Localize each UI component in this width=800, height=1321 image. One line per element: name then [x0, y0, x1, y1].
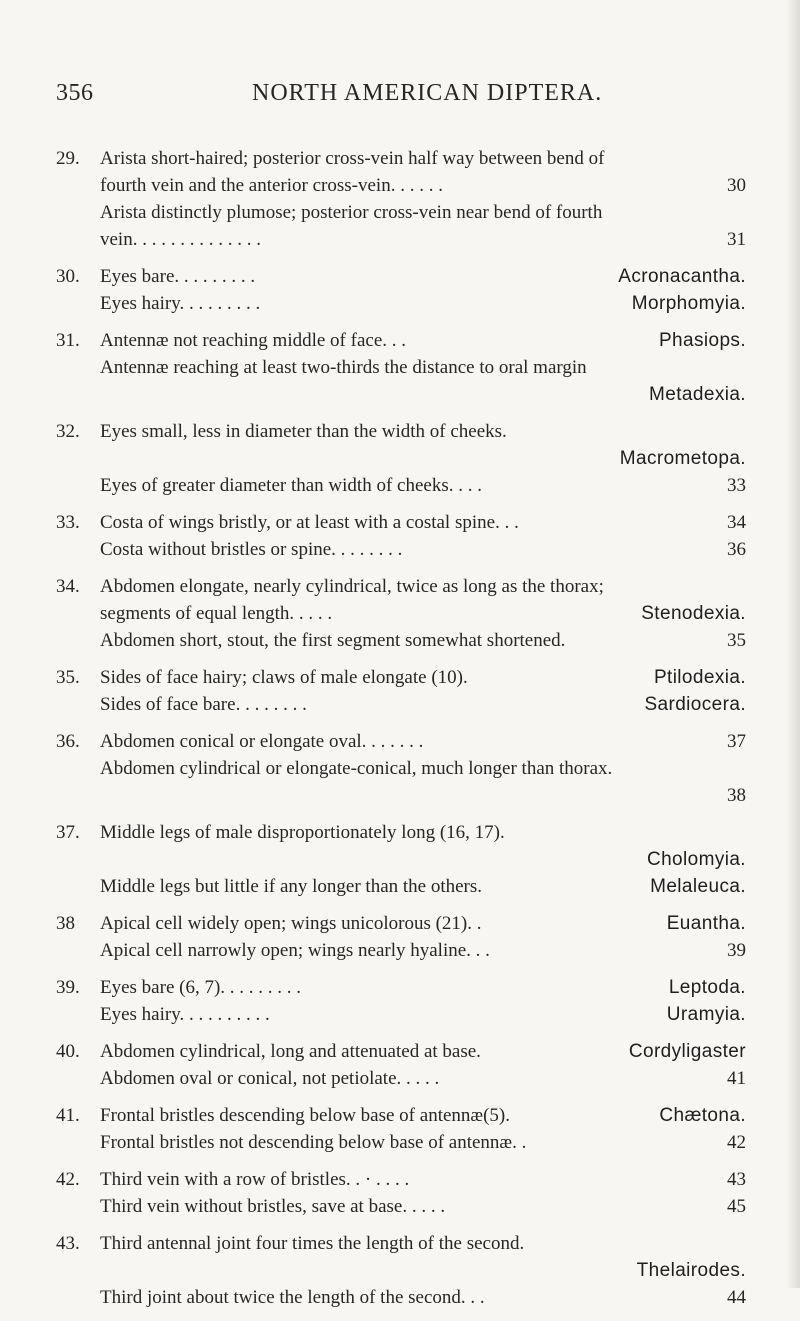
key-line	[56, 418, 746, 445]
key-line	[56, 199, 746, 226]
genus-name: Chætona.	[659, 1105, 746, 1126]
key-entry	[56, 728, 746, 809]
couplet-reference: 33	[727, 475, 746, 496]
couplet-text: Third vein with a row of bristles. . · . . . .	[100, 1169, 410, 1190]
running-title: NORTH AMERICAN DIPTERA.	[252, 80, 603, 106]
couplet-text: Middle legs but little if any longer than the others.	[100, 876, 483, 897]
genus-name: Morphomyia.	[631, 293, 746, 314]
key-line	[56, 145, 746, 172]
couplet-text: fourth vein and the anterior cross-vein. . . . . .	[100, 175, 443, 196]
couplet-reference: 44	[727, 1287, 746, 1308]
key-entry	[56, 145, 746, 253]
couplet-text: Sides of face bare. . . . . . . .	[100, 694, 307, 715]
couplet-text: Eyes hairy. . . . . . . . .	[100, 293, 261, 314]
couplet-reference: 45	[727, 1196, 746, 1217]
page-edge-shadow	[786, 0, 800, 1288]
couplet-reference: 36	[727, 539, 746, 560]
couplet-reference: 37	[727, 731, 746, 752]
key-entry	[56, 974, 746, 1028]
couplet-number: 38	[56, 913, 75, 934]
key-line	[56, 1065, 746, 1092]
couplet-reference: 41	[727, 1068, 746, 1089]
couplet-reference: 43	[727, 1169, 746, 1190]
couplet-text: Abdomen elongate, nearly cylindrical, twice as long as the thorax;	[100, 576, 604, 597]
couplet-text: Eyes hairy. . . . . . . . . .	[100, 1004, 270, 1025]
couplet-text: Middle legs of male disproportionately long (16, 17).	[100, 822, 505, 843]
couplet-number: 39.	[56, 977, 80, 998]
couplet-number: 37.	[56, 822, 80, 843]
couplet-text: Costa without bristles or spine. . . . . . . .	[100, 539, 403, 560]
couplet-text: Arista distinctly plumose; posterior cross-vein near bend of fourth	[100, 202, 603, 223]
couplet-text: Abdomen cylindrical, long and attenuated at base.	[100, 1041, 481, 1062]
couplet-reference: 38	[727, 785, 746, 806]
genus-name: Cordyligaster	[628, 1041, 746, 1062]
genus-name: Acronacantha.	[618, 266, 746, 287]
key-line	[56, 627, 746, 654]
couplet-number: 34.	[56, 576, 80, 597]
key-line	[56, 472, 746, 499]
couplet-reference: 42	[727, 1132, 746, 1153]
couplet-text: vein. . . . . . . . . . . . . .	[100, 229, 261, 250]
key-line	[56, 263, 746, 290]
key-line	[56, 974, 746, 1001]
key-entry	[56, 418, 746, 499]
key-line	[56, 937, 746, 964]
key-line	[56, 1230, 746, 1257]
genus-name: Melaleuca.	[650, 876, 746, 897]
key-entry	[56, 573, 746, 654]
key-entry	[56, 1166, 746, 1220]
couplet-text: Third vein without bristles, save at base. . . . .	[100, 1196, 446, 1217]
couplet-text: Eyes small, less in diameter than the width of cheeks.	[100, 421, 507, 442]
genus-name: Macrometopa.	[619, 448, 746, 469]
couplet-text: Abdomen conical or elongate oval. . . . . . .	[100, 731, 424, 752]
couplet-number: 30.	[56, 266, 80, 287]
key-line	[56, 819, 746, 846]
couplet-number: 36.	[56, 731, 80, 752]
key-line	[56, 1102, 746, 1129]
key-entry	[56, 1230, 746, 1311]
page-number: 356	[56, 80, 94, 106]
couplet-text: Antennæ not reaching middle of face. . .	[100, 330, 407, 351]
couplet-reference: 31	[727, 229, 746, 250]
genus-name: Euantha.	[666, 913, 746, 934]
key-line	[56, 873, 746, 900]
genus-name: Thelairodes.	[636, 1260, 746, 1281]
key-line	[56, 573, 746, 600]
key-line	[56, 910, 746, 937]
key-line	[56, 1193, 746, 1220]
genus-name: Phasiops.	[658, 330, 746, 351]
key-entry	[56, 509, 746, 563]
couplet-text: Third antennal joint four times the length of the second.	[100, 1233, 525, 1254]
key-line	[56, 755, 746, 782]
couplet-number: 41.	[56, 1105, 80, 1126]
key-line	[56, 1038, 746, 1065]
key-line	[56, 290, 746, 317]
couplet-number: 40.	[56, 1041, 80, 1062]
couplet-text: Eyes bare. . . . . . . . .	[100, 266, 256, 287]
genus-name: Ptilodexia.	[653, 667, 746, 688]
couplet-text: Sides of face hairy; claws of male elongate (10).	[100, 667, 468, 688]
couplet-number: 31.	[56, 330, 80, 351]
key-line	[56, 1284, 746, 1311]
key-line	[56, 664, 746, 691]
genus-name: Sardiocera.	[644, 694, 746, 715]
genus-name: Stenodexia.	[641, 603, 746, 624]
key-line	[56, 381, 746, 408]
couplet-text: Apical cell widely open; wings unicolorous (21). .	[100, 913, 482, 934]
key-line	[56, 445, 746, 472]
key-entries	[56, 145, 746, 1321]
couplet-text: Abdomen cylindrical or elongate-conical, much longer than thorax.	[100, 758, 613, 779]
couplet-text: Frontal bristles descending below base of antennæ(5).	[100, 1105, 510, 1126]
key-line	[56, 354, 746, 381]
key-entry	[56, 664, 746, 718]
key-entry	[56, 910, 746, 964]
page-header	[56, 80, 746, 116]
key-line	[56, 509, 746, 536]
key-entry	[56, 327, 746, 408]
genus-name: Cholomyia.	[646, 849, 746, 870]
key-line	[56, 846, 746, 873]
couplet-text: segments of equal length. . . . .	[100, 603, 333, 624]
couplet-text: Eyes of greater diameter than width of cheeks. . . .	[100, 475, 482, 496]
couplet-text: Apical cell narrowly open; wings nearly hyaline. . .	[100, 940, 490, 961]
key-line	[56, 691, 746, 718]
key-line	[56, 536, 746, 563]
couplet-text: Eyes bare (6, 7). . . . . . . . .	[100, 977, 302, 998]
key-entry	[56, 1038, 746, 1092]
key-line	[56, 600, 746, 627]
genus-name: Leptoda.	[668, 977, 746, 998]
couplet-reference: 30	[727, 175, 746, 196]
key-entry	[56, 819, 746, 900]
key-line	[56, 1001, 746, 1028]
couplet-number: 35.	[56, 667, 80, 688]
couplet-text: Third joint about twice the length of the second. . .	[100, 1287, 485, 1308]
genus-name: Metadexia.	[649, 384, 746, 405]
key-line	[56, 782, 746, 809]
couplet-number: 32.	[56, 421, 80, 442]
couplet-text: Abdomen oval or conical, not petiolate. . . . .	[100, 1068, 440, 1089]
key-entry	[56, 263, 746, 317]
genus-name: Uramyia.	[666, 1004, 746, 1025]
couplet-text: Abdomen short, stout, the first segment somewhat shortened.	[100, 630, 566, 651]
couplet-text: Arista short-haired; posterior cross-vein half way between bend of	[100, 148, 605, 169]
couplet-reference: 39	[727, 940, 746, 961]
couplet-text: Frontal bristles not descending below base of antennæ. .	[100, 1132, 527, 1153]
couplet-text: Antennæ reaching at least two-thirds the distance to oral margin	[100, 357, 587, 378]
couplet-number: 33.	[56, 512, 80, 533]
key-line	[56, 1166, 746, 1193]
couplet-reference: 34	[727, 512, 746, 533]
couplet-number: 43.	[56, 1233, 80, 1254]
key-line	[56, 1129, 746, 1156]
couplet-text: Costa of wings bristly, or at least with a costal spine. . .	[100, 512, 519, 533]
key-line	[56, 1257, 746, 1284]
couplet-number: 42.	[56, 1169, 80, 1190]
key-line	[56, 226, 746, 253]
key-entry	[56, 1102, 746, 1156]
key-line	[56, 172, 746, 199]
key-line	[56, 728, 746, 755]
couplet-number: 29.	[56, 148, 80, 169]
key-line	[56, 327, 746, 354]
couplet-reference: 35	[727, 630, 746, 651]
